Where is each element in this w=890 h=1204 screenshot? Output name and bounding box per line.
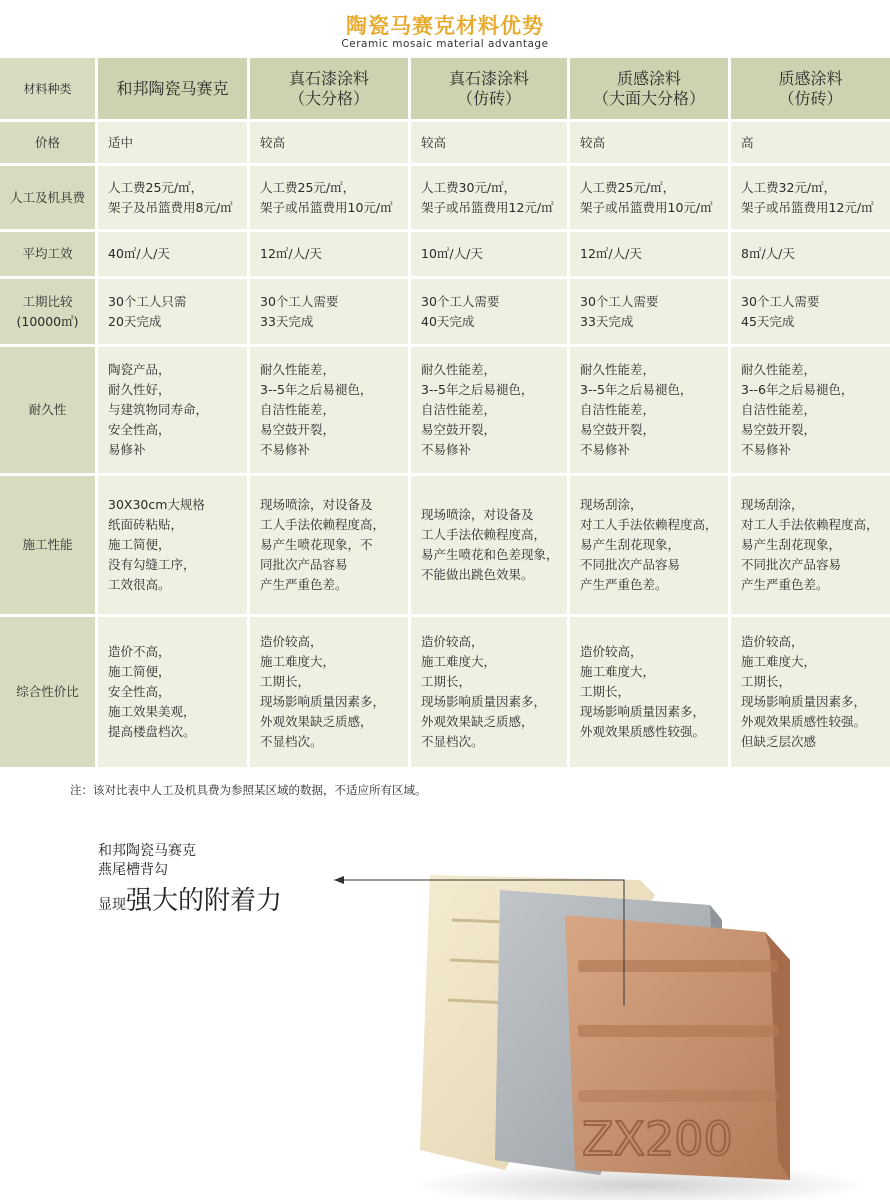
- cell-line: 施工难度大，: [741, 654, 817, 669]
- column-header: [731, 58, 890, 122]
- page-subtitle-en: Ceramic mosaic material advantage: [341, 38, 549, 50]
- cell-line: 较高: [260, 134, 286, 150]
- cell-line: 3--5年之后易褪色，: [421, 382, 534, 397]
- table-cell: [250, 347, 411, 476]
- cell-line: 现场影响质量因素多，: [741, 694, 867, 709]
- corner-label: 材料种类: [0, 58, 98, 122]
- column-header: [250, 58, 411, 122]
- table-row: [0, 232, 890, 279]
- cell-line: 40㎡/人/天: [108, 246, 170, 261]
- cell-line: 现场影响质量因素多，: [421, 694, 547, 709]
- cell-line: 不能做出跳色效果。: [421, 567, 534, 582]
- cell-line: 造价较高，: [580, 644, 643, 659]
- table-row: [0, 347, 890, 476]
- cell-line: 耐久性: [28, 402, 67, 417]
- cell-line: 工期比较: [22, 293, 73, 309]
- cell-line: 3--6年之后易褪色，: [741, 382, 854, 397]
- cell-line: 陶瓷产品，: [108, 362, 171, 377]
- cell-line: 造价较高，: [421, 634, 484, 649]
- table-cell: [411, 166, 570, 232]
- cell-line: 3--5年之后易褪色，: [580, 382, 693, 397]
- column-header-line-1: 真石漆涂料: [288, 68, 369, 88]
- page-header: [0, 0, 890, 58]
- row-label: [0, 617, 98, 770]
- cell-line: 外观效果质感性较强。: [580, 724, 706, 739]
- cell-line: 自洁性能差，: [741, 402, 817, 417]
- cell-line: 安全性高，: [108, 684, 171, 699]
- cell-line: 不同批次产品容易: [580, 557, 681, 572]
- cell-line: 现场刮涂，: [580, 497, 643, 512]
- cell-line: 易空鼓开裂，: [580, 422, 656, 437]
- cell-line: 安全性高，: [108, 422, 171, 437]
- column-header-line-2: （大面大分格）: [592, 88, 705, 108]
- cell-line: 对工人手法依赖程度高，: [741, 517, 879, 532]
- tile-stamp-text: ZX200: [582, 1112, 733, 1166]
- table-row: [0, 122, 890, 166]
- cell-line: 工人手法依赖程度高，: [260, 517, 386, 532]
- cell-line: 易产生刮花现象，: [580, 537, 681, 552]
- table-cell: [250, 617, 411, 770]
- table-cell: [731, 166, 890, 232]
- cell-line: 架子及吊篮费用8元/㎡: [108, 199, 233, 215]
- table-cell: [411, 122, 570, 166]
- table-cell: [570, 617, 731, 770]
- table-cell: [411, 232, 570, 279]
- table-cell: [570, 279, 731, 347]
- cell-line: 易产生喷花现象，不: [260, 537, 373, 552]
- table-cell: [411, 617, 570, 770]
- cell-line: 施工难度大，: [260, 654, 336, 669]
- column-header: [570, 58, 731, 122]
- cell-line: 人工费25元/㎡，: [260, 179, 356, 195]
- callout-text: [98, 842, 282, 922]
- cell-line: 提高楼盘档次。: [108, 724, 196, 739]
- table-cell: [98, 122, 250, 166]
- table-row: [0, 476, 890, 617]
- table-cell: [570, 166, 731, 232]
- callout-line-3-big: 强大的附着力: [126, 886, 283, 916]
- row-label: [0, 232, 98, 279]
- callout-line-2: 燕尾槽背勾: [98, 862, 168, 878]
- row-label: [0, 166, 98, 232]
- row-label: [0, 122, 98, 166]
- cell-line: 自洁性能差，: [260, 402, 336, 417]
- table-cell: [98, 476, 250, 617]
- table-cell: [250, 122, 411, 166]
- cell-line: 造价不高，: [108, 644, 171, 659]
- table-cell: [570, 347, 731, 476]
- cell-line: 平均工效: [22, 246, 73, 261]
- table-cell: [98, 347, 250, 476]
- row-label: [0, 279, 98, 347]
- cell-line: 现场刮涂，: [741, 497, 804, 512]
- column-header-line-2: （仿砖）: [778, 88, 843, 108]
- cell-line: 较高: [580, 134, 606, 150]
- cell-line: 施工性能: [22, 537, 73, 552]
- cell-line: 现场影响质量因素多，: [260, 694, 386, 709]
- column-header: [98, 58, 250, 122]
- column-header-line-1: 和邦陶瓷马赛克: [116, 78, 229, 98]
- cell-line: 施工效果美观，: [108, 704, 196, 719]
- table-cell: [411, 347, 570, 476]
- cell-line: 40天完成: [421, 313, 475, 329]
- cell-line: 易修补: [108, 442, 146, 457]
- terracotta-tile: [565, 915, 790, 1180]
- cell-line: 耐久性能差，: [421, 362, 497, 377]
- cell-line: 易产生刮花现象，: [741, 537, 842, 552]
- cell-line: 产生严重色差。: [741, 577, 829, 592]
- page-title: 陶瓷马赛克材料优势: [346, 14, 544, 38]
- cell-line: 12㎡/人/天: [580, 246, 642, 261]
- cell-line: 10㎡/人/天: [421, 246, 483, 261]
- table-cell: [411, 476, 570, 617]
- table-cell: [731, 617, 890, 770]
- table-cell: [98, 279, 250, 347]
- comparison-table: [0, 58, 890, 770]
- cell-line: 30个工人需要: [580, 293, 659, 309]
- cell-line: 45天完成: [741, 313, 795, 329]
- cell-line: 耐久性能差，: [741, 362, 817, 377]
- cell-line: 施工难度大，: [580, 664, 656, 679]
- table-cell: [98, 232, 250, 279]
- row-label: [0, 347, 98, 476]
- table-cell: [250, 166, 411, 232]
- cell-line: 不同批次产品容易: [741, 557, 842, 572]
- cell-line: 综合性价比: [16, 684, 79, 699]
- cell-line: 人工费30元/㎡，: [421, 179, 517, 195]
- cell-line: 施工简便，: [108, 537, 171, 552]
- cell-line: 价格: [34, 134, 60, 150]
- cell-line: 工人手法依赖程度高，: [421, 527, 547, 542]
- cell-line: 3--5年之后易褪色，: [260, 382, 373, 397]
- cell-line: 较高: [421, 134, 447, 150]
- table-cell: [731, 279, 890, 347]
- table-cell: [731, 122, 890, 166]
- cell-line: 适中: [108, 134, 134, 150]
- cell-line: 不易修补: [260, 442, 311, 457]
- callout-line-3-small: 显现: [98, 897, 126, 913]
- cell-line: 高: [741, 134, 754, 150]
- column-header-line-1: 质感涂料: [778, 68, 843, 88]
- footnote: 注：该对比表中人工及机具费为参照某区域的数据，不适应所有区域。: [70, 783, 427, 797]
- cell-line: 20天完成: [108, 313, 162, 329]
- table-cell: [731, 347, 890, 476]
- cell-line: 架子或吊篮费用10元/㎡: [260, 199, 393, 215]
- cell-line: 工效很高。: [108, 577, 171, 592]
- cell-line: 施工难度大，: [421, 654, 497, 669]
- table-cell: [98, 166, 250, 232]
- cell-line: 外观效果缺乏质感，: [421, 714, 534, 729]
- column-header-line-1: 真石漆涂料: [448, 68, 529, 88]
- cell-line: 施工简便，: [108, 664, 171, 679]
- column-header-line-1: 质感涂料: [616, 68, 681, 88]
- table-cell: [570, 232, 731, 279]
- table-cell: [731, 232, 890, 279]
- cell-line: 纸面砖粘贴，: [108, 517, 184, 532]
- cell-line: 33天完成: [260, 313, 314, 329]
- table-cell: [411, 279, 570, 347]
- cell-line: 人工费25元/㎡，: [108, 179, 204, 195]
- cell-line: 易空鼓开裂，: [260, 422, 336, 437]
- cell-line: 30个工人只需: [108, 293, 187, 309]
- table-row: [0, 166, 890, 232]
- cell-line: 30X30cm大规格: [108, 497, 205, 512]
- cell-line: 30个工人需要: [260, 293, 339, 309]
- cell-line: 自洁性能差，: [421, 402, 497, 417]
- cell-line: 不易修补: [741, 442, 792, 457]
- cell-line: 12㎡/人/天: [260, 246, 322, 261]
- cell-line: 30个工人需要: [741, 293, 820, 309]
- cell-line: 耐久性能差，: [260, 362, 336, 377]
- table-cell: [731, 476, 890, 617]
- cell-line: 8㎡/人/天: [741, 246, 795, 261]
- cell-line: 架子或吊篮费用12元/㎡: [741, 199, 874, 215]
- cell-line: 人工费25元/㎡，: [580, 179, 676, 195]
- cell-line: 没有勾缝工序，: [108, 557, 196, 572]
- cell-line: 30个工人需要: [421, 293, 500, 309]
- cell-line: 但缺乏层次感: [741, 734, 817, 749]
- table-cell: [98, 617, 250, 770]
- cell-line: (10000㎡): [16, 313, 79, 329]
- cell-line: 不显档次。: [260, 734, 323, 749]
- cell-line: 不显档次。: [421, 734, 484, 749]
- row-label: [0, 476, 98, 617]
- cell-line: 人工费32元/㎡，: [741, 179, 837, 195]
- cell-line: 现场喷涂，对设备及: [260, 497, 373, 512]
- cell-line: 现场影响质量因素多，: [580, 704, 706, 719]
- table-cell: [570, 476, 731, 617]
- column-header: [411, 58, 570, 122]
- table-row: [0, 279, 890, 347]
- cell-line: 耐久性能差，: [580, 362, 656, 377]
- column-header-line-2: （大分格）: [288, 88, 369, 108]
- cell-line: 外观效果质感性较强。: [741, 714, 867, 729]
- cell-line: 工期长，: [741, 674, 792, 689]
- table-cell: [250, 476, 411, 617]
- cell-line: 对工人手法依赖程度高，: [580, 517, 718, 532]
- cell-line: 架子或吊篮费用10元/㎡: [580, 199, 713, 215]
- cell-line: 工期长，: [260, 674, 311, 689]
- column-header-line-2: （仿砖）: [456, 88, 521, 108]
- cell-line: 人工及机具费: [9, 189, 85, 205]
- table-row: [0, 617, 890, 770]
- cell-line: 自洁性能差，: [580, 402, 656, 417]
- cell-line: 产生严重色差。: [260, 577, 348, 592]
- table-cell: [250, 279, 411, 347]
- cell-line: 产生严重色差。: [580, 577, 668, 592]
- cell-line: 架子或吊篮费用12元/㎡: [421, 199, 554, 215]
- table-cell: [570, 122, 731, 166]
- cell-line: 工期长，: [580, 684, 631, 699]
- cell-line: 与建筑物同寿命，: [108, 402, 209, 417]
- table-cell: [250, 232, 411, 279]
- cell-line: 易空鼓开裂，: [741, 422, 817, 437]
- cell-line: 易产生喷花和色差现象，: [421, 547, 559, 562]
- cell-line: 外观效果缺乏质感，: [260, 714, 373, 729]
- callout-line-1: 和邦陶瓷马赛克: [98, 843, 196, 859]
- cell-line: 易空鼓开裂，: [421, 422, 497, 437]
- cell-line: 造价较高，: [260, 634, 323, 649]
- cell-line: 耐久性好，: [108, 382, 171, 397]
- callout-line-3: [98, 884, 282, 922]
- table-header-row: [0, 58, 890, 122]
- cell-line: 现场喷涂，对设备及: [421, 507, 534, 522]
- cell-line: 造价较高，: [741, 634, 804, 649]
- cell-line: 33天完成: [580, 313, 634, 329]
- cell-line: 不易修补: [421, 442, 472, 457]
- cell-line: 不易修补: [580, 442, 631, 457]
- cell-line: 工期长，: [421, 674, 472, 689]
- cell-line: 同批次产品容易: [260, 557, 348, 572]
